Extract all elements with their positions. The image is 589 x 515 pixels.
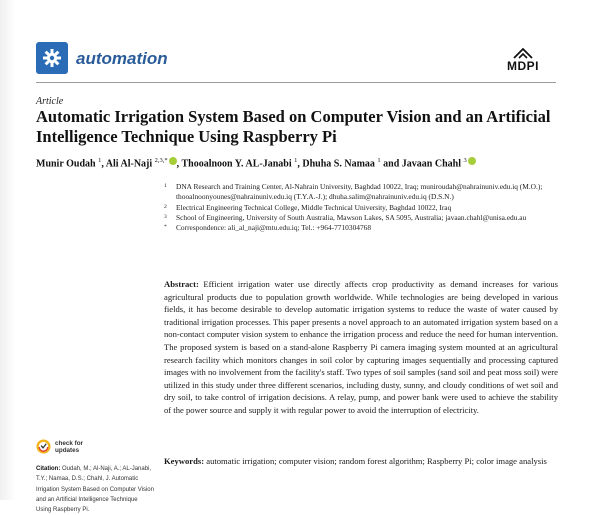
author-name: Dhuha S. Namaa: [302, 158, 378, 170]
orcid-icon[interactable]: [468, 157, 476, 165]
abstract: [164, 278, 558, 417]
affiliation-item: [164, 223, 564, 233]
affiliations: [164, 182, 564, 233]
keywords: [164, 455, 558, 468]
citation-label: Citation:: [36, 466, 61, 472]
author-name: Javaan Chahl: [401, 158, 464, 170]
page-edge-shadow: [0, 0, 16, 500]
affiliation-item: [164, 203, 564, 213]
article-title: Automatic Irrigation System Based on Computer Vision and an Artificial Intelligence Technique Using Raspberry Pi: [36, 107, 551, 146]
author-name: Munir Oudah: [36, 158, 99, 170]
citation: [36, 464, 154, 515]
mdpi-logo-icon: [512, 47, 534, 59]
affiliation-number: *: [164, 224, 167, 231]
check-for-updates-button[interactable]: [36, 439, 83, 454]
orcid-icon[interactable]: [169, 157, 177, 165]
keywords-text: automatic irrigation; computer vision; random forest algorithm; Raspberry Pi; color image analysis: [206, 456, 547, 466]
author-list: Munir Oudah $^1$, Ali Al-Naji $^{2,3,*}$ , Thooalnoon Y. AL-Janabi $^1$, Dhuha S. Namaa $^1$ and Javaan Chahl $^3$: [36, 157, 476, 169]
author-name: Thooalnoon Y. AL-Janabi: [181, 158, 295, 170]
author-affiliation-mark: 1: [98, 157, 102, 164]
affiliation-text: Electrical Engineering Technical College, Middle Technical University, Baghdad 10022, Iraq: [176, 202, 452, 212]
affiliation-text: DNA Research and Training Center, Al-Nahrain University, Baghdad 10022, Iraq; muniroudah@nahrainuniv.edu.iq (M.O.); thooalnoonyounes@nahrainuniv.edu.iq (T.Y.A.-J.); dhuha.salim@nahrainuniv.edu.iq (D.S.N.): [176, 182, 543, 202]
affiliation-text: School of Engineering, University of South Australia, Mawson Lakes, SA 5095, Australia; javaan.chahl@unisa.edu.au: [176, 212, 527, 222]
abstract-label: Abstract:: [164, 279, 199, 289]
author-name: Ali Al-Naji: [105, 158, 155, 170]
publisher-name: MDPI: [507, 59, 539, 73]
header-divider: [36, 82, 556, 83]
gear-icon: [36, 42, 68, 74]
check-for-updates-label: [55, 440, 83, 454]
affiliation-item: [164, 182, 564, 203]
author-affiliation-mark: 1: [377, 157, 381, 164]
check-for-updates-line2: updates: [55, 446, 80, 454]
journal-name: automation: [76, 49, 168, 68]
author-affiliation-mark: 2,3,*: [154, 157, 168, 164]
publisher-logo: [507, 47, 539, 73]
affiliation-item: [164, 213, 564, 223]
citation-text: Oudah, M.; Al-Naji, A.; AL-Janabi, T.Y.; Namaa, D.S.; Chahl, J. Automatic Irrigation System Based on Computer Vision and an Artificial Intelligence Technique Using Raspberry Pi.: [36, 466, 154, 514]
affiliation-number: 1: [164, 183, 167, 189]
affiliation-number: 3: [164, 213, 167, 220]
affiliation-number: 2: [164, 203, 167, 210]
abstract-text: Efficient irrigation water use directly affects crop productivity as demand increases for various agricultural products due to population growth worldwide. While technologies are being developed in various fields, it has become desirable to develop automatic irrigation systems to reduce the waste of water caused by traditional irrigation processes. This paper presents a novel approach to an automated irrigation system based on a non-contact computer vision system to enhance the irrigation process and reduce the need for human intervention. The proposed system is based on a stand-alone Raspberry Pi camera imaging system mounted at an agricultural research facility which monitors changes in soil color by capturing images sequentially and processing captured images with no involvement from the facility's staff. Two types of soil samples (sand soil and peat moss soil) were utilized in this study under three different scenarios, including dusty, sunny, and cloudy conditions of wet soil and dry soil, to take control of irrigation decisions. A relay, pump, and power bank were used to achieve the stability of the power source and supply it with regular power to avoid the interruption of electricity.: [164, 279, 558, 415]
check-for-updates-line1: check for: [55, 439, 83, 447]
keywords-label: Keywords:: [164, 456, 205, 466]
article-type: Article: [36, 96, 64, 107]
author-affiliation-mark: 1: [294, 157, 298, 164]
author-affiliation-mark: 3: [463, 157, 467, 164]
affiliation-text: Correspondence: ali_al_naji@mtu.edu.iq; Tel.: +964-7710304768: [176, 223, 372, 233]
check-for-updates-icon: [36, 439, 51, 454]
